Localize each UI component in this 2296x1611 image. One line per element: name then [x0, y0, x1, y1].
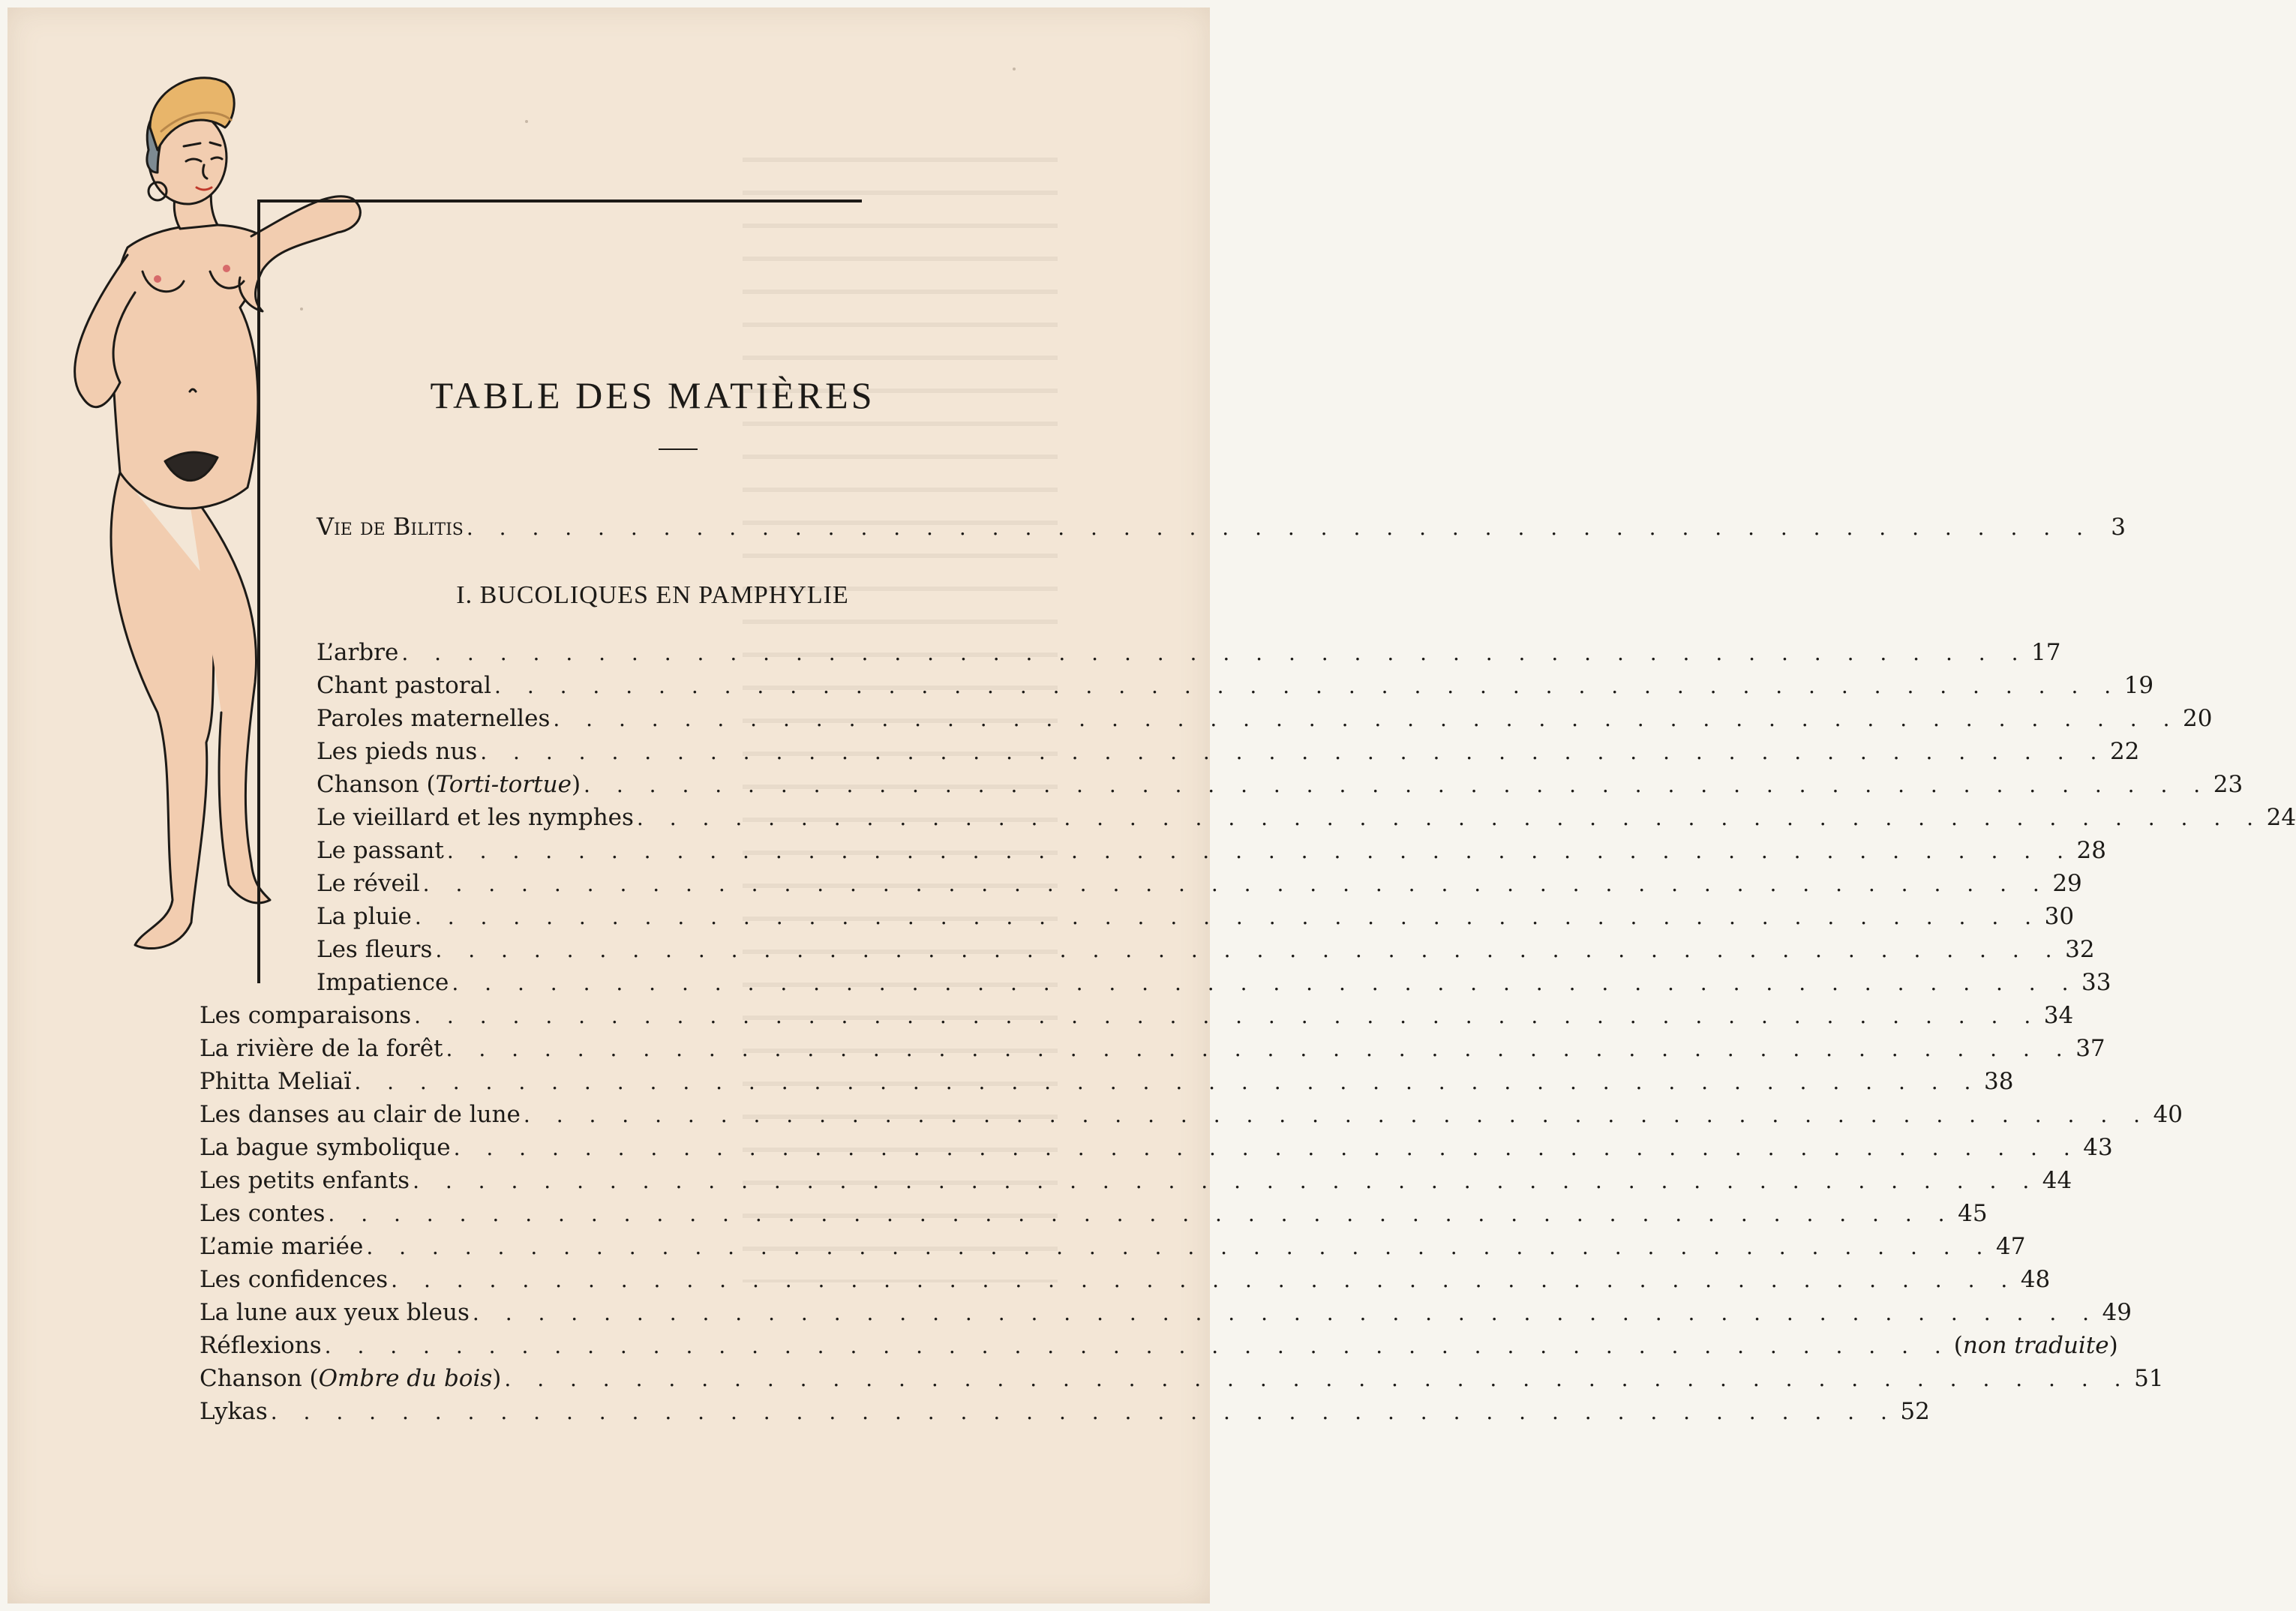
toc-entry-page: 47 — [1996, 1233, 2026, 1260]
dot-leader: . . . . . . . . . . . . . . . . . . . . . . . . . . . . . . . . . . . . . . . . . . . . . . . . . . — [413, 1168, 2039, 1193]
toc-entry-page: 48 — [2020, 1266, 2051, 1293]
toc-entry-title: Réflexions — [200, 1332, 322, 1359]
toc-entry-page: 29 — [2052, 870, 2082, 897]
dot-leader: . . . . . . . . . . . . . . . . . . . . . . . . . . . . . . . . . . . . . . . . . . . . . . . . . . — [553, 706, 2180, 731]
toc-entry-page: 49 — [2102, 1299, 2132, 1326]
toc-entry-page: 19 — [2123, 672, 2154, 699]
dot-leader: . . . . . . . . . . . . . . . . . . . . . . . . . . . . . . . . . . . . . . . . . . . . . . . . . . — [494, 674, 2121, 698]
toc-entry-page: 20 — [2183, 705, 2213, 732]
toc-entry-title: Chant pastoral — [317, 672, 492, 699]
toc-entry — [200, 1098, 2183, 1131]
title-italic: Ombre du bois — [318, 1365, 493, 1392]
toc-entry-title: Le réveil — [317, 870, 420, 897]
toc-entry-page: 52 — [1900, 1398, 1930, 1425]
dot-leader: . . . . . . . . . . . . . . . . . . . . . . . . . . . . . . . . . . . . . . . . . . . . . . . . . . — [584, 772, 2210, 797]
dot-leader: . . . . . . . . . . . . . . . . . . . . . . . . . . . . . . . . . . . . . . . . . . . . . . . . . . — [435, 938, 2062, 962]
toc-entry-title: Les petits enfants — [200, 1167, 410, 1194]
dot-leader: . . . . . . . . . . . . . . . . . . . . . . . . . . . . . . . . . . . . . . . . . . . . . . . . . . — [391, 1268, 2018, 1292]
toc-entry — [200, 1230, 2026, 1263]
toc-entry-page: 38 — [1984, 1068, 2014, 1095]
dot-leader: . . . . . . . . . . . . . . . . . . . . . . . . . . . . . . . . . . . . . . . . . . . . . . . . . . — [414, 1004, 2041, 1028]
dot-leader: . . . . . . . . . . . . . . . . . . . . . . . . . . . . . . . . . . . . . . . . . . . . . . . . . . — [270, 1400, 1897, 1424]
toc-entry-title — [317, 768, 581, 801]
toc-entry — [200, 1296, 2132, 1329]
dot-leader: . . . . . . . . . . . . . . . . . . . . . . . . . . . . . . . . . . . . . . . . . . . . . . . . . . — [523, 1102, 2150, 1127]
toc-entry-page: 44 — [2042, 1167, 2072, 1194]
toc-entry-title: La pluie — [317, 903, 412, 930]
title-suffix: ) — [571, 771, 581, 798]
dot-leader: . . . . . . . . . . . . . . . . . . . . . . . . . . . . . . . . . . . . . . . . . . . . . . . . . . — [466, 515, 2093, 540]
toc-entry-title: La bague symbolique — [200, 1134, 451, 1161]
toc-entry-title: La lune aux yeux bleus — [200, 1299, 470, 1326]
toc-entry-page: 51 — [2134, 1365, 2164, 1392]
toc-entry-page: 33 — [2081, 969, 2111, 996]
toc-entry-page: 40 — [2153, 1101, 2183, 1128]
dot-leader: . . . . . . . . . . . . . . . . . . . . . . . . . . . . . . . . . . . . . . . . . . . . . . . . . . — [401, 640, 2028, 665]
toc-entry-title: Lykas — [200, 1398, 268, 1425]
toc-entry-page — [1954, 1329, 2118, 1362]
dot-leader: . . . . . . . . . . . . . . . . . . . . . . . . . . . . . . . . . . . . . . . . . . . . . . . . . . — [472, 1300, 2099, 1325]
toc-entry-page: 43 — [2083, 1134, 2113, 1161]
toc-entry — [200, 1065, 2014, 1098]
toc-entry-title: Les danses au clair de lune — [200, 1101, 521, 1128]
dot-leader: . . . . . . . . . . . . . . . . . . . . . . . . . . . . . . . . . . . . . . . . . . . . . . . . . . — [414, 904, 2042, 929]
toc-entry — [317, 900, 2075, 933]
toc-entry — [200, 1329, 2118, 1362]
page-title: TABLE DES MATIÈRES — [430, 374, 875, 416]
toc-entry-title: L’arbre — [317, 639, 399, 666]
toc-entry-page: 34 — [2043, 1002, 2074, 1029]
title-dash — [659, 448, 698, 450]
frame-top-rule — [257, 200, 862, 202]
title-prefix: Chanson ( — [200, 1365, 319, 1392]
toc-entry — [317, 702, 2213, 735]
toc-entry — [200, 1263, 2051, 1296]
book-page — [8, 8, 2296, 1604]
toc-entry-page: 22 — [2109, 738, 2140, 765]
paper-speck — [525, 120, 528, 123]
frame-left-rule — [257, 200, 260, 983]
dot-leader: . . . . . . . . . . . . . . . . . . . . . . . . . . . . . . . . . . . . . . . . . . . . . . . . . . — [480, 740, 2107, 764]
toc-entry-title: Vie de Bilitis — [317, 512, 464, 541]
title-italic: Torti-tortue — [435, 771, 572, 798]
toc-entry — [317, 669, 2154, 702]
toc-entry-page: 37 — [2075, 1035, 2105, 1062]
toc-entry — [200, 1131, 2113, 1164]
dot-leader: . . . . . . . . . . . . . . . . . . . . . . . . . . . . . . . . . . . . . . . . . . . . . . . . . . — [452, 970, 2078, 995]
toc-entry-title: Les fleurs — [317, 936, 433, 963]
toc-entry-title: Les confidences — [200, 1266, 389, 1293]
toc-entry — [317, 933, 2095, 966]
toc-entry — [317, 966, 2111, 999]
toc-entry — [200, 1395, 1930, 1428]
toc-entry-title: La rivière de la forêt — [200, 1035, 443, 1062]
toc-entry — [200, 999, 2074, 1032]
toc-entry-page: 24 — [2266, 804, 2296, 831]
toc-entry — [317, 834, 2106, 867]
toc-entry-title: Les comparaisons — [200, 1002, 412, 1029]
toc-entry-title: Phitta Meliaï — [200, 1068, 352, 1095]
toc-entry-title: Les pieds nus — [317, 738, 478, 765]
toc-entry-title — [200, 1362, 501, 1395]
dot-leader: . . . . . . . . . . . . . . . . . . . . . . . . . . . . . . . . . . . . . . . . . . . . . . . . . . — [453, 1136, 2080, 1160]
toc-entry-title: Le passant — [317, 837, 444, 864]
dot-leader: . . . . . . . . . . . . . . . . . . . . . . . . . . . . . . . . . . . . . . . . . . . . . . . . . . — [324, 1334, 1951, 1358]
toc-entry-title: L’amie mariée — [200, 1233, 364, 1260]
dot-leader: . . . . . . . . . . . . . . . . . . . . . . . . . . . . . . . . . . . . . . . . . . . . . . . . . . — [422, 872, 2049, 896]
dot-leader: . . . . . . . . . . . . . . . . . . . . . . . . . . . . . . . . . . . . . . . . . . . . . . . . . . — [446, 1036, 2072, 1061]
toc-entry — [317, 636, 2061, 669]
toc-entry — [317, 735, 2140, 768]
toc-entry — [317, 867, 2082, 900]
toc-entry-vie-de-bilitis — [317, 510, 2126, 543]
title-prefix: Chanson ( — [317, 771, 436, 798]
toc-entry-page: 28 — [2076, 837, 2106, 864]
toc-entry — [200, 1032, 2105, 1065]
toc-entry — [317, 801, 2296, 834]
page-prefix: ( — [1953, 1332, 1963, 1359]
dot-leader: . . . . . . . . . . . . . . . . . . . . . . . . . . . . . . . . . . . . . . . . . . . . . . . . . . — [328, 1202, 1955, 1226]
page-italic: non traduite — [1962, 1332, 2109, 1359]
dot-leader: . . . . . . . . . . . . . . . . . . . . . . . . . . . . . . . . . . . . . . . . . . . . . . . . . . — [366, 1234, 1993, 1259]
toc-entry-page: 45 — [1958, 1200, 1988, 1227]
dot-leader: . . . . . . . . . . . . . . . . . . . . . . . . . . . . . . . . . . . . . . . . . . . . . . . . . . — [636, 806, 2264, 830]
title-suffix: ) — [492, 1365, 502, 1392]
toc-entry — [317, 768, 2243, 801]
toc-entry-title: Le vieillard et les nymphes — [317, 804, 634, 831]
toc-entry-title: Les contes — [200, 1200, 326, 1227]
toc-entry — [200, 1164, 2072, 1197]
toc-entry-page: 30 — [2044, 903, 2075, 930]
dot-leader: . . . . . . . . . . . . . . . . . . . . . . . . . . . . . . . . . . . . . . . . . . . . . . . . . . — [446, 838, 2073, 863]
dot-leader: . . . . . . . . . . . . . . . . . . . . . . . . . . . . . . . . . . . . . . . . . . . . . . . . . . — [504, 1366, 2131, 1391]
toc-entry — [200, 1362, 2164, 1395]
toc-entry-page: 17 — [2031, 639, 2061, 666]
page-suffix: ) — [2108, 1332, 2118, 1359]
toc-entry-page: 3 — [2111, 514, 2126, 541]
toc-entry-title: Paroles maternelles — [317, 705, 551, 732]
toc-entry-page: 32 — [2065, 936, 2095, 963]
paper-speck — [1013, 68, 1016, 70]
toc-entry — [200, 1197, 1988, 1230]
toc-entry-title: Impatience — [317, 969, 449, 996]
section-heading: I. BUCOLIQUES EN PAMPHYLIE — [456, 581, 849, 609]
dot-leader: . . . . . . . . . . . . . . . . . . . . . . . . . . . . . . . . . . . . . . . . . . . . . . . . . . — [354, 1070, 1981, 1094]
toc-entry-page: 23 — [2213, 771, 2243, 798]
